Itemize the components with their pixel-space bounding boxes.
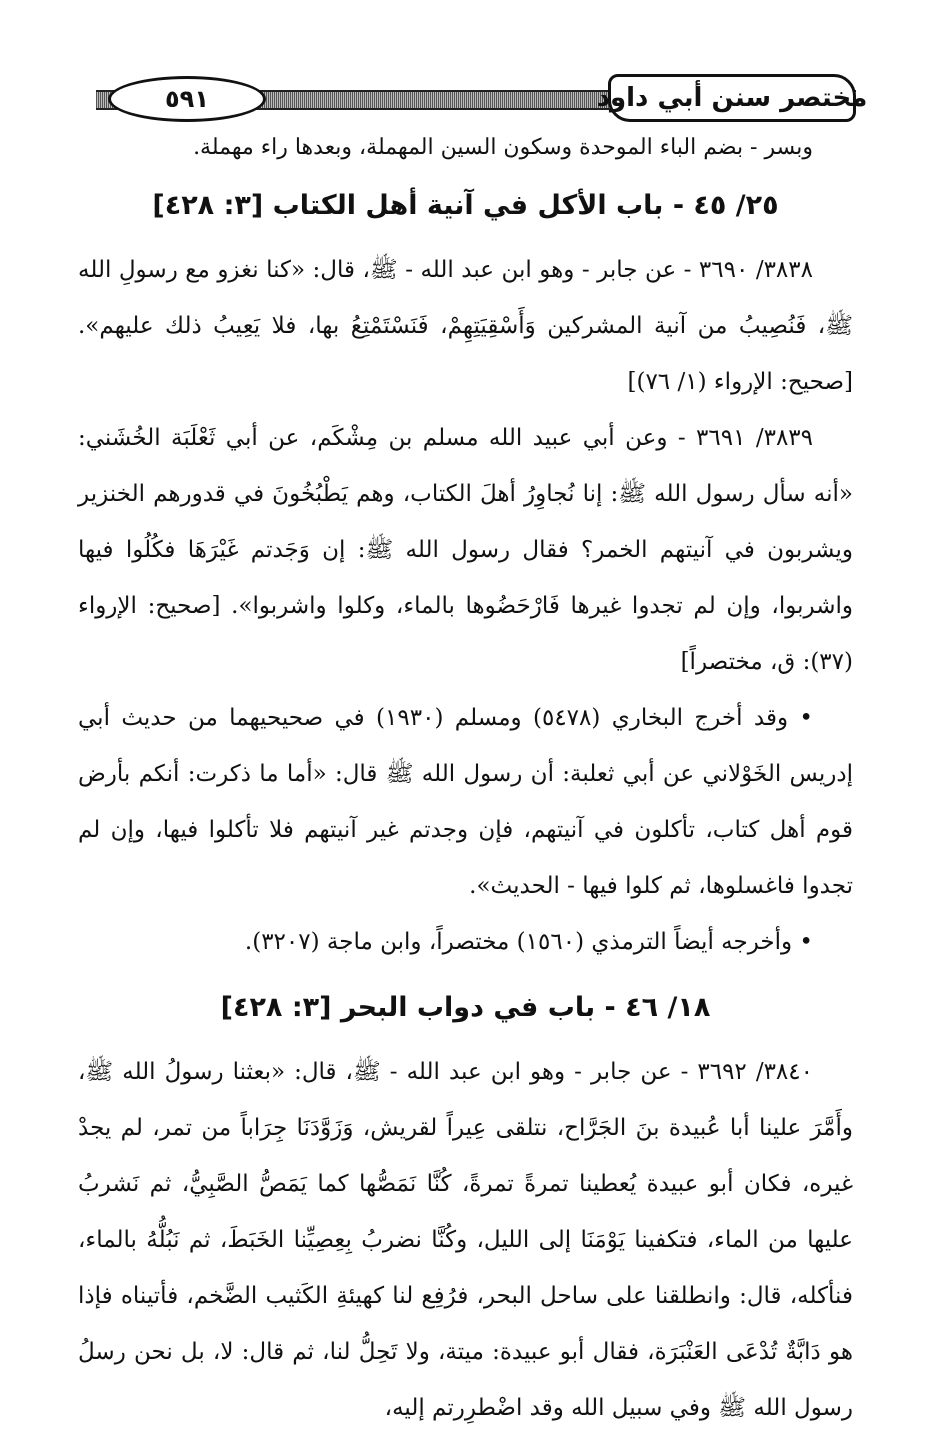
hadith-paragraph-2: ٣٨٣٩/ ٣٦٩١ - وعن أبي عبيد الله مسلم بن مِشْكَم، عن أبي ثَعْلَبَة الخُشَني: «أنه سأل رسول الله ﷺ: إنا نُجاوِرُ أهلَ الكتاب، وهم يَطْبُخُونَ في قدورهم الخنزير ويشربون في آنيتهم الخمر؟ فقال رسول الله ﷺ: إن وَجَدتم غَيْرَهَا فكُلُوا فيها واشربوا، وإن لم تجدوا غيرها فَارْحَضُوها بالماء، وكلوا واشربوا». [صحيح: الإرواء (٣٧): ق، مختصراً] [78,425,853,675]
page-header [96,72,868,128]
page-number-frame [108,76,266,122]
page-number: ٥٩١ [165,85,209,113]
hadith-paragraph-1: ٣٨٣٨/ ٣٦٩٠ - عن جابر - وهو ابن عبد الله - ﷺ، قال: «كنا نغزو مع رسولِ الله ﷺ، فَنُصِيبُ من آنية المشركين وَأَسْقِيَتِهِمْ، فَنَسْتَمْتِعُ بها، فلا يَعِيبُ ذلك عليهم». [صحيح: الإرواء (١/ ٧٦)] [78,257,853,395]
book-title: مختصر سنن أبي داود [596,83,868,113]
note-text-2: • وأخرجه أيضاً الترمذي (١٥٦٠) مختصراً، وابن ماجة (٣٢٠٧). [245,929,813,955]
page-content [78,128,853,1436]
hadith-paragraph-3: ٣٨٤٠/ ٣٦٩٢ - عن جابر - وهو ابن عبد الله - ﷺ، قال: «بعثنا رسولُ الله ﷺ، وأَمَّرَ علينا أبا عُبيدة بنَ الجَرَّاح، نتلقى عِيراً لقريش، وَزَوَّدَنَا جِرَاباً من تمر، لم يجدْ غيره، فكان أبو عبيدة يُعطينا تمرةً تمرةً، كُنَّا نَمَصُّها كما يَمَصُّ الصَّبِيُّ، ثم نَشربُ عليها من الماء، فتكفينا يَوْمَنَا إلى الليل، وكُنَّا نضربُ بِعِصِيِّنا الخَبَطَ، ثم نَبُلُّهُ بالماء، فنأكله، قال: وانطلقنا على ساحل البحر، فرُفِع لنا كهيئةِ الكَثيب الضَّخم، فأتيناه فإذا هو دَابَّةٌ تُدْعَى العَنْبَرَة، فقال أبو عبيدة: ميتة، ولا تَحِلُّ لنا، ثم قال: لا، بل نحن رسلُ رسول الله ﷺ وفي سبيل الله وقد اضْطرِرتم إليه، [78,1059,853,1421]
note-paragraph-2 [78,914,853,970]
note-text-1: • وقد أخرج البخاري (٥٤٧٨) ومسلم (١٩٣٠) في صحيحيهما من حديث أبي إدريس الخَوْلاني عن أبي ثعلبة: أن رسول الله ﷺ قال: «أما ما ذكرت: أنكم بأرض قوم أهل كتاب، تأكلون في آنيتهم، فإن وجدتم غير آنيتهم فلا تأكلوا فيها، وإن لم تجدوا فاغسلوها، ثم كلوا فيها - الحديث». [78,705,853,899]
chapter-heading-1: ٢٥/ ٤٥ - باب الأكل في آنية أهل الكتاب [٣: ٤٢٨] [152,190,779,221]
chapter-heading-2: ١٨/ ٤٦ - باب في دواب البحر [٣: ٤٢٨] [220,992,711,1023]
intro-line: وبسر - بضم الباء الموحدة وسكون السين المهملة، وبعدها راء مهملة. [193,135,813,160]
book-title-frame [596,74,868,122]
note-paragraph-1 [78,690,853,914]
